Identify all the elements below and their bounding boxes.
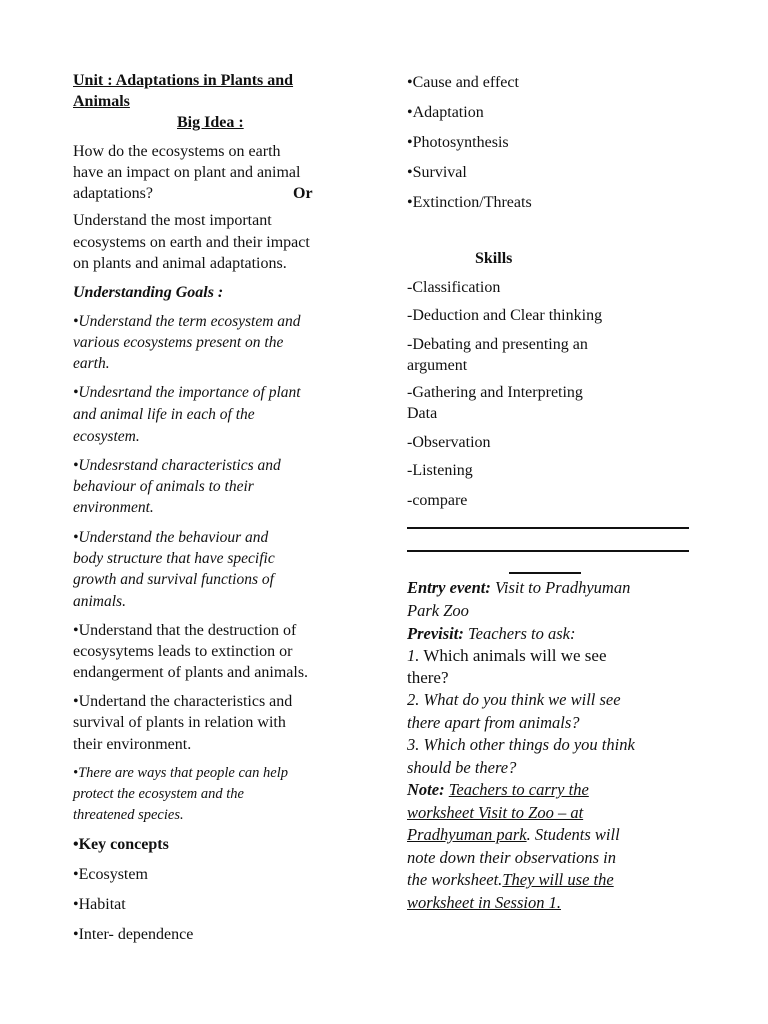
goal-line: •Understand the term ecosystem and <box>73 313 301 330</box>
previsit-text: Teachers to ask: <box>463 624 576 643</box>
worksheet-link[interactable]: worksheet Visit to Zoo – at <box>407 803 584 822</box>
big-idea-alt: Understand the most important <box>73 212 272 229</box>
concept-item: •Survival <box>407 164 467 181</box>
goal-line: growth and survival functions of <box>73 571 274 588</box>
goal-line: body structure that have specific <box>73 550 275 567</box>
goal-line: various ecosystems present on the <box>73 334 284 351</box>
worksheet-link[interactable]: Teachers to carry the <box>448 780 589 799</box>
session-link[interactable]: worksheet in Session 1. <box>407 893 561 912</box>
key-concepts-heading: •Key concepts <box>73 836 169 853</box>
question-2: 2. What do you think we will see <box>407 690 621 709</box>
goal-line: survival of plants in relation with <box>73 714 286 731</box>
note-label: Note: <box>407 780 445 799</box>
unit-title: Unit : Adaptations in Plants and <box>73 72 294 89</box>
entry-event-line2: Park Zoo <box>407 601 469 620</box>
goal-line: ecosystem. <box>73 428 140 445</box>
skill-item: -Observation <box>407 434 491 451</box>
skill-item: Data <box>407 405 438 422</box>
entry-event <box>407 577 630 600</box>
entry-event-label: Entry event: <box>407 578 491 597</box>
goal-line: threatened species. <box>73 807 184 823</box>
skill-item: -Gathering and Interpreting <box>407 384 583 401</box>
goal-line: protect the ecosystem and the <box>73 786 244 802</box>
goal-line: ecosysytems leads to extinction or <box>73 643 293 660</box>
goal-line: animals. <box>73 593 126 610</box>
skills-heading: Skills <box>475 250 513 267</box>
skill-item: -Debating and presenting an <box>407 336 588 353</box>
goal-line: •Understand that the destruction of <box>73 622 297 639</box>
goal-line: endangerment of plants and animals. <box>73 664 309 681</box>
big-idea-alt: ecosystems on earth and their impact <box>73 234 310 251</box>
session-link[interactable]: They will use the <box>502 870 614 889</box>
goal-line: earth. <box>73 355 110 372</box>
previsit-label: Previsit: <box>407 624 464 643</box>
note <box>407 779 589 802</box>
divider-rule <box>509 572 581 574</box>
note-text: the worksheet. <box>407 870 503 889</box>
skill-item: argument <box>407 357 468 374</box>
goal-line: •Undesrtand the importance of plant <box>73 384 301 401</box>
goals-heading: Understanding Goals : <box>73 284 224 301</box>
concept-item: •Habitat <box>73 896 126 913</box>
goal-line: •Understand the behaviour and <box>73 529 269 546</box>
previsit <box>407 623 576 646</box>
question-3: 3. Which other things do you think <box>407 735 635 754</box>
concept-item: •Inter- dependence <box>73 926 194 943</box>
concept-item: •Adaptation <box>407 104 484 121</box>
goal-line: •There are ways that people can help <box>73 765 289 781</box>
skill-item: -Listening <box>407 462 473 479</box>
question-2-line2: there apart from animals? <box>407 713 580 732</box>
skill-item: -Deduction and Clear thinking <box>407 307 603 324</box>
goal-line: •Undesrstand characteristics and <box>73 457 281 474</box>
big-idea-alt: on plants and animal adaptations. <box>73 255 287 272</box>
big-idea-question: adaptations? <box>73 185 153 202</box>
note-text: . Students will <box>526 825 620 844</box>
question-1 <box>407 645 606 668</box>
skill-item: -compare <box>407 492 468 509</box>
or-label: Or <box>293 185 313 202</box>
entry-event-text: Visit to Pradhyuman <box>490 578 631 597</box>
divider-rule <box>407 550 689 552</box>
goal-line: and animal life in each of the <box>73 406 255 423</box>
question-1-text: Which animals will we see <box>419 646 607 665</box>
note-line: note down their observations in <box>407 848 616 867</box>
concept-item: •Cause and effect <box>407 74 519 91</box>
goal-line: •Undertand the characteristics and <box>73 693 293 710</box>
big-idea-label: Big Idea : <box>177 114 244 131</box>
question-1-line2: there? <box>407 668 449 687</box>
goal-line: environment. <box>73 499 154 516</box>
divider-rule <box>407 527 689 529</box>
note-line <box>407 824 620 847</box>
skill-item: -Classification <box>407 279 501 296</box>
question-1-number: 1. <box>407 646 420 665</box>
concept-item: •Extinction/Threats <box>407 194 532 211</box>
unit-title-line2: Animals <box>73 93 130 110</box>
worksheet-link[interactable]: Pradhyuman park <box>407 825 527 844</box>
goal-line: their environment. <box>73 736 192 753</box>
big-idea-question: have an impact on plant and animal <box>73 164 301 181</box>
note-line <box>407 869 614 892</box>
concept-item: •Ecosystem <box>73 866 148 883</box>
goal-line: behaviour of animals to their <box>73 478 254 495</box>
question-3-line2: should be there? <box>407 758 517 777</box>
big-idea-question: How do the ecosystems on earth <box>73 143 281 160</box>
concept-item: •Photosynthesis <box>407 134 509 151</box>
